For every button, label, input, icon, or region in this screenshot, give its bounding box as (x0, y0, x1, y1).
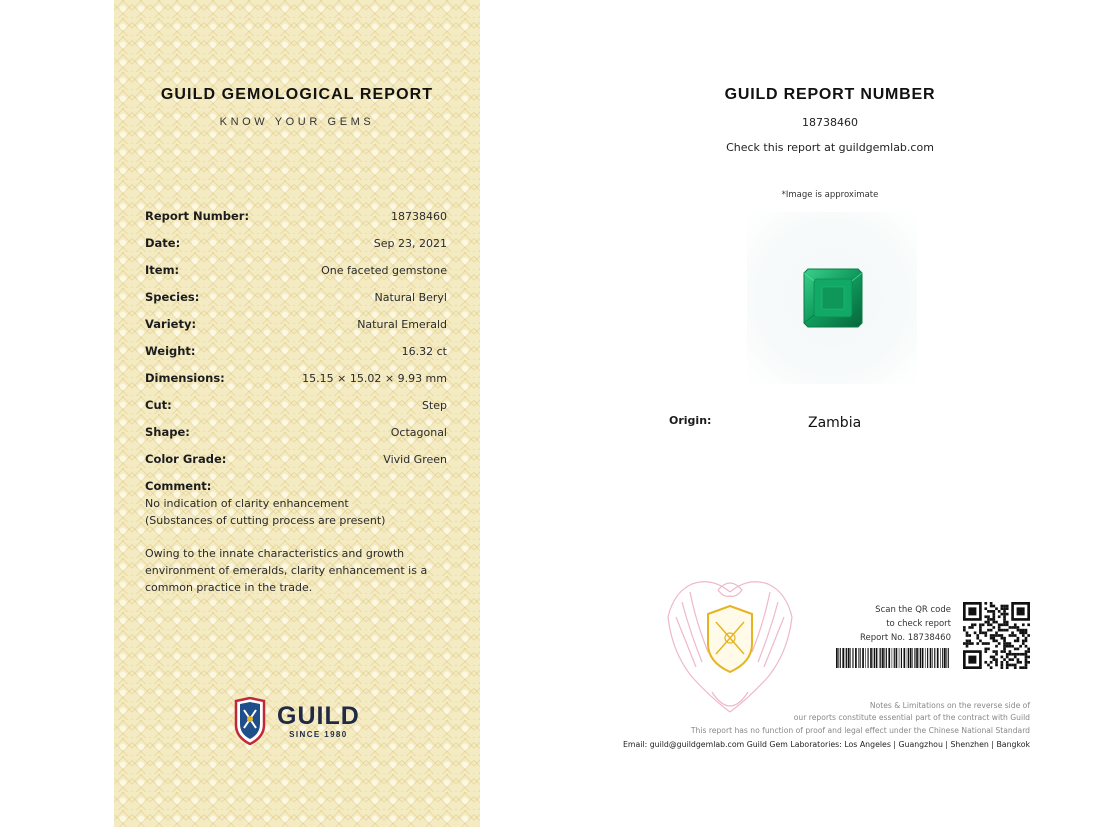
field-dimensions (145, 371, 447, 398)
field-label: Item: (145, 263, 180, 277)
field-label: Color Grade: (145, 452, 227, 466)
field-value: Octagonal (390, 426, 447, 439)
image-approx-note: *Image is approximate (781, 190, 879, 200)
notes-line: This report has no function of proof and legal effect under the Chinese National Standard (690, 726, 1030, 735)
field-label: Variety: (145, 317, 197, 331)
note-line: environment of emeralds, clarity enhancement is a (145, 564, 428, 577)
field-label: Weight: (145, 344, 196, 358)
field-color-grade (145, 452, 447, 479)
field-weight (145, 344, 447, 371)
guild-logo (233, 697, 360, 745)
report-title: GUILD GEMOLOGICAL REPORT (160, 86, 434, 103)
field-item (145, 263, 447, 290)
field-label: Shape: (145, 425, 190, 439)
note-line: common practice in the trade. (145, 581, 313, 594)
origin-label: Origin: (669, 414, 712, 427)
report-number-value: 18738460 (802, 116, 858, 129)
comment-line: No indication of clarity enhancement (145, 497, 349, 510)
verify-link-text: Check this report at guildgemlab.com (726, 141, 934, 154)
field-label: Cut: (145, 398, 172, 412)
enhancement-note (145, 545, 447, 596)
field-label: Report Number: (145, 209, 250, 223)
note-line: Owing to the innate characteristics and growth (145, 547, 405, 560)
qr-instruction: to check report (886, 619, 951, 629)
guild-shield-icon (233, 697, 267, 745)
field-species (145, 290, 447, 317)
comment-text (145, 495, 447, 529)
comment-label: Comment: (145, 479, 212, 493)
notes-line: Notes & Limitations on the reverse side of (869, 701, 1030, 710)
notes-line: our reports constitute essential part of the contract with Guild (793, 713, 1030, 722)
field-label: Species: (145, 290, 200, 304)
qr-instruction: Scan the QR code (875, 605, 951, 615)
field-report-number (145, 209, 447, 236)
logo-since: SINCE 1980 (289, 730, 348, 739)
origin-value: Zambia (808, 415, 862, 431)
field-value: Step (421, 399, 447, 412)
field-value: One faceted gemstone (321, 264, 447, 277)
field-cut (145, 398, 447, 425)
field-date (145, 236, 447, 263)
field-label: Date: (145, 236, 181, 250)
field-value: 16.32 ct (401, 345, 447, 358)
field-variety (145, 317, 447, 344)
field-value: Vivid Green (383, 453, 447, 466)
comment-line: (Substances of cutting process are present) (145, 514, 386, 527)
emerald-gem-icon (802, 267, 864, 329)
report-fields (145, 209, 447, 596)
logo-name: GUILD (277, 702, 360, 730)
field-value: Sep 23, 2021 (373, 237, 447, 250)
report-certificate-panel (114, 0, 480, 827)
field-shape (145, 425, 447, 452)
report-subtitle: KNOW YOUR GEMS (219, 116, 375, 128)
field-value: 15.15 × 15.02 × 9.93 mm (302, 372, 447, 385)
gem-image (747, 212, 917, 384)
field-label: Dimensions: (145, 371, 225, 385)
guild-eagle-seal-icon (662, 572, 798, 722)
qr-report-number: Report No. 18738460 (860, 633, 951, 643)
contact-footer: Email: guild@guildgemlab.com Guild Gem Laboratories: Los Angeles | Guangzhou | Shenzhen | Bangkok (622, 740, 1030, 749)
qr-code-icon[interactable] (963, 602, 1030, 669)
field-value: Natural Emerald (357, 318, 447, 331)
report-number-title: GUILD REPORT NUMBER (724, 86, 936, 103)
field-value: 18738460 (391, 210, 447, 223)
barcode-icon[interactable] (836, 648, 951, 668)
field-value: Natural Beryl (374, 291, 447, 304)
